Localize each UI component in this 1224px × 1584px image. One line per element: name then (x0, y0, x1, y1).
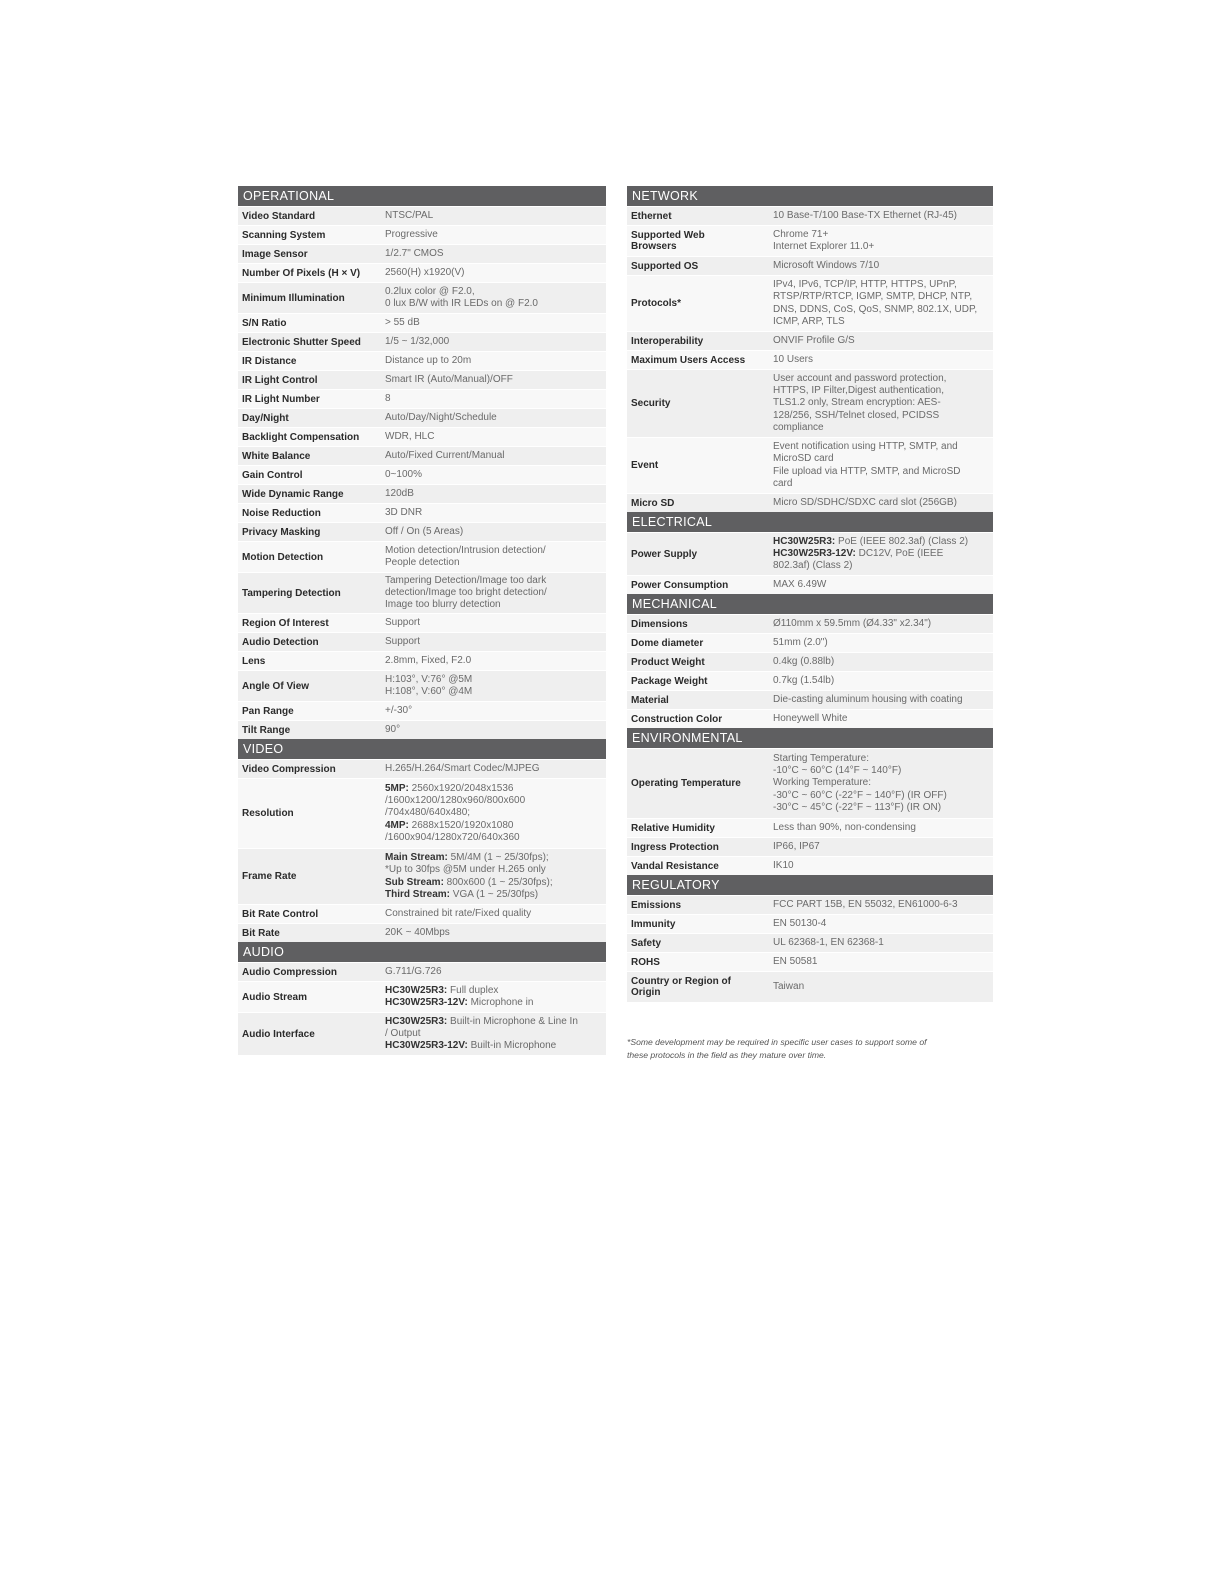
spec-value-text: Less than 90%, non-condensing (773, 821, 916, 833)
spec-value-text: Honeywell White (773, 712, 848, 724)
spec-value-text: Auto/Fixed Current/Manual (385, 449, 505, 461)
model-label: HC30W25R3: (385, 1015, 448, 1027)
spec-value (381, 542, 606, 572)
spec-value (769, 857, 993, 875)
spec-value-text: 2560(H) x1920(V) (385, 266, 465, 278)
spec-row (238, 370, 606, 389)
spec-label: White Balance (242, 450, 311, 462)
spec-row (238, 503, 606, 522)
spec-value (381, 504, 606, 522)
spec-label: Audio Detection (242, 636, 319, 648)
spec-value (769, 710, 993, 728)
spec-value (381, 314, 606, 332)
spec-row (627, 952, 993, 971)
spec-value (769, 533, 993, 575)
spec-row (627, 575, 993, 594)
spec-row (627, 652, 993, 671)
spec-label: Dome diameter (631, 637, 704, 649)
spec-value-text: 3D DNR (385, 506, 423, 518)
spec-value-text: 120dB (385, 487, 414, 499)
model-label: Sub Stream: (385, 876, 444, 888)
right-spec-column (627, 186, 993, 1002)
spec-label: Emissions (631, 899, 682, 911)
spec-label: Interoperability (631, 335, 704, 347)
spec-label: Angle Of View (242, 680, 310, 692)
spec-value-text: NTSC/PAL (385, 209, 434, 221)
spec-value-text: VGA (1 ~ 25/30fps) (450, 888, 539, 900)
spec-label: Tampering Detection (242, 587, 341, 599)
spec-label: Product Weight (631, 656, 705, 668)
spec-label: Day/Night (242, 412, 289, 424)
spec-value (381, 485, 606, 503)
spec-label: IR Light Number (242, 393, 320, 405)
spec-label: Power Consumption (631, 579, 729, 591)
spec-row (238, 427, 606, 446)
spec-value (769, 332, 993, 350)
spec-label: Gain Control (242, 469, 303, 481)
spec-value (769, 370, 993, 437)
spec-value-text: Tampering Detection/Image too dark detection/Image too bright detection/ Image too blurry detection (385, 574, 547, 611)
spec-value-text: 1/5 ~ 1/32,000 (385, 335, 450, 347)
model-label: HC30W25R3-12V: (773, 547, 856, 559)
spec-value (381, 245, 606, 263)
spec-value (381, 905, 606, 923)
spec-label: Video Compression (242, 763, 336, 775)
spec-value-text: Built-in Microphone & Line In / Output (385, 1015, 578, 1039)
spec-row (238, 701, 606, 720)
model-label: Main Stream: (385, 851, 448, 863)
spec-value (769, 634, 993, 652)
model-label: 5MP: (385, 782, 409, 794)
spec-value-text: 2560x1920/2048x1536 /1600x1200/1280x960/800x600 /704x480/640x480; (385, 782, 526, 819)
spec-section-audio (238, 942, 606, 1055)
spec-row (627, 748, 993, 818)
section-header: AUDIO (238, 942, 606, 962)
spec-value (381, 371, 606, 389)
spec-value (381, 614, 606, 632)
spec-label: Package Weight (631, 675, 708, 687)
spec-row (627, 914, 993, 933)
spec-row (238, 244, 606, 263)
spec-row (238, 332, 606, 351)
spec-label: Immunity (631, 918, 676, 930)
spec-row (627, 331, 993, 350)
spec-value (769, 576, 993, 594)
spec-label: Audio Stream (242, 991, 308, 1003)
spec-label: Motion Detection (242, 551, 324, 563)
spec-value-text: Starting Temperature: -10°C ~ 60°C (14°F ~ 140°F) Working Temperature: -30°C ~ 60°C (-22°F ~ 140°F) (IR OFF) -30°C ~ 45°C (-22°F ~ 113°F) (IR ON) (773, 752, 947, 813)
spec-value (381, 760, 606, 778)
spec-label: Supported Web Browsers (631, 230, 705, 252)
spec-row (238, 981, 606, 1012)
spec-row (627, 671, 993, 690)
model-label: HC30W25R3: (773, 535, 836, 547)
spec-value (381, 849, 606, 904)
spec-value (381, 779, 606, 848)
spec-value-text: 20K ~ 40Mbps (385, 926, 450, 938)
spec-row (238, 613, 606, 632)
spec-row (627, 633, 993, 652)
spec-label: Tilt Range (242, 724, 291, 736)
spec-value-text: Micro SD/SDHC/SDXC card slot (256GB) (773, 496, 957, 508)
spec-label: Event (631, 460, 659, 471)
spec-value (381, 447, 606, 465)
spec-value-text: 2688x1520/1920x1080 /1600x904/1280x720/640x360 (385, 819, 520, 843)
spec-value-text: Motion detection/Intrusion detection/ People detection (385, 544, 546, 568)
spec-value-text: Support (385, 616, 421, 628)
model-label: 4MP: (385, 819, 409, 831)
spec-value-text: Built-in Microphone (467, 1040, 557, 1052)
spec-value-text: EN 50581 (773, 955, 818, 967)
spec-label: Vandal Resistance (631, 860, 719, 872)
protocols-footnote: *Some development may be required in specific user cases to support some of these protocols in the field as they mature over time. (627, 1037, 927, 1060)
spec-row (238, 206, 606, 225)
spec-label: Safety (631, 937, 662, 949)
spec-label: Scanning System (242, 229, 326, 241)
spec-row (627, 225, 993, 256)
spec-section-electrical (627, 512, 993, 594)
spec-label: IR Light Control (242, 374, 318, 386)
spec-row (238, 225, 606, 244)
spec-value-text: Full duplex (450, 984, 499, 996)
spec-row (238, 541, 606, 572)
spec-row (238, 465, 606, 484)
spec-value (381, 333, 606, 351)
spec-value-text: Microphone in (467, 997, 534, 1008)
spec-value-text: 10 Base-T/100 Base-TX Ethernet (RJ-45) (773, 209, 957, 221)
section-header: REGULATORY (627, 875, 993, 895)
spec-row (627, 206, 993, 225)
spec-row (238, 282, 606, 313)
spec-label: Ingress Protection (631, 841, 719, 853)
spec-value-text: 51mm (2.0") (773, 636, 828, 648)
spec-value (769, 351, 993, 369)
spec-value-text: 0.4kg (0.88lb) (773, 655, 835, 667)
spec-value-text: G.711/G.726 (385, 965, 442, 977)
spec-label: Pan Range (242, 705, 294, 717)
spec-label: Maximum Users Access (631, 354, 746, 366)
spec-value (381, 428, 606, 446)
spec-value-text: 1/2.7" CMOS (385, 247, 444, 259)
spec-row (238, 962, 606, 981)
spec-label: Audio Compression (242, 966, 338, 978)
spec-row (627, 837, 993, 856)
spec-label: Backlight Compensation (242, 431, 360, 443)
spec-value (769, 915, 993, 933)
section-header: VIDEO (238, 739, 606, 759)
spec-label: Lens (242, 655, 266, 667)
spec-value (381, 466, 606, 484)
left-spec-column (238, 186, 606, 1055)
spec-row (627, 895, 993, 914)
spec-label: Noise Reduction (242, 507, 321, 519)
spec-row (238, 446, 606, 465)
spec-value-text: EN 50130-4 (773, 917, 827, 929)
section-header: MECHANICAL (627, 594, 993, 614)
spec-value (381, 523, 606, 541)
spec-row (627, 818, 993, 837)
spec-label: Ethernet (631, 210, 672, 222)
spec-value (769, 226, 993, 256)
spec-section-regulatory (627, 875, 993, 1002)
spec-row (627, 256, 993, 275)
spec-value-text: 8 (385, 392, 391, 404)
spec-value-text: Ø110mm x 59.5mm (Ø4.33" x2.34") (773, 617, 932, 629)
spec-value-text: H:103°, V:76° @5M H:108°, V:60° @4M (385, 673, 473, 697)
spec-value (381, 390, 606, 408)
spec-row (238, 572, 606, 613)
section-header: OPERATIONAL (238, 186, 606, 206)
spec-row (238, 848, 606, 904)
spec-label: Protocols* (631, 298, 682, 309)
spec-row (238, 263, 606, 282)
section-header: NETWORK (627, 186, 993, 206)
spec-value-text: Off / On (5 Areas) (385, 525, 464, 537)
spec-label: Electronic Shutter Speed (242, 336, 361, 348)
spec-label: Relative Humidity (631, 822, 715, 834)
model-label: Third Stream: (385, 888, 451, 900)
spec-value (769, 896, 993, 914)
spec-value (769, 934, 993, 952)
spec-label: Dimensions (631, 618, 688, 630)
spec-label: ROHS (631, 956, 660, 968)
spec-row (238, 670, 606, 701)
spec-section-video (238, 739, 606, 942)
spec-value-text: Taiwan (773, 980, 805, 992)
spec-value (381, 963, 606, 981)
spec-value (769, 276, 993, 331)
spec-value-text: IK10 (773, 859, 794, 871)
spec-row (627, 690, 993, 709)
spec-row (238, 313, 606, 332)
spec-value (381, 1013, 606, 1055)
spec-value (381, 671, 606, 701)
spec-value (769, 653, 993, 671)
spec-value (381, 409, 606, 427)
spec-row (627, 709, 993, 728)
spec-value-text: Auto/Day/Night/Schedule (385, 411, 497, 423)
spec-row (627, 933, 993, 952)
spec-value (381, 702, 606, 720)
spec-row (627, 350, 993, 369)
spec-value (769, 615, 993, 633)
spec-row (238, 408, 606, 427)
model-label: HC30W25R3-12V: (385, 997, 468, 1008)
spec-label: Resolution (242, 808, 294, 819)
spec-label: Minimum Illumination (242, 292, 345, 304)
spec-row (238, 351, 606, 370)
spec-row (627, 532, 993, 575)
spec-value (381, 573, 606, 613)
spec-value (381, 982, 606, 1012)
spec-value (381, 283, 606, 313)
spec-label: Wide Dynamic Range (242, 488, 344, 500)
spec-label: Material (631, 694, 669, 706)
spec-row (238, 522, 606, 541)
spec-value-text: 0~100% (385, 468, 422, 480)
spec-row (238, 904, 606, 923)
spec-value-text: 90° (385, 723, 401, 735)
spec-value-text: H.265/H.264/Smart Codec/MJPEG (385, 762, 540, 774)
spec-value (769, 257, 993, 275)
spec-value (769, 953, 993, 971)
spec-value-text: +/-30° (385, 704, 413, 716)
spec-value (769, 494, 993, 512)
spec-label: Number Of Pixels (H × V) (242, 267, 361, 279)
spec-value-text: User account and password protection, HTTPS, IP Filter,Digest authentication, TLS1.2 only, Stream encryption: AES- 128/256, SSH/Telnet closed, PCIDSS compliance (773, 372, 947, 433)
spec-value-text: IP66, IP67 (773, 840, 820, 852)
spec-value-text: MAX 6.49W (773, 578, 827, 590)
spec-label: Bit Rate Control (242, 908, 319, 920)
spec-value-text: PoE (IEEE 802.3af) (Class 2) (838, 535, 969, 547)
spec-label: Frame Rate (242, 871, 297, 882)
spec-value-text: Smart IR (Auto/Manual)/OFF (385, 373, 513, 385)
spec-value-text: Chrome 71+ Internet Explorer 11.0+ (773, 228, 875, 252)
spec-row (238, 1012, 606, 1055)
spec-row (238, 389, 606, 408)
spec-label: Bit Rate (242, 927, 280, 939)
spec-value (381, 226, 606, 244)
spec-label: Construction Color (631, 713, 723, 725)
spec-value (769, 749, 993, 818)
spec-value (381, 721, 606, 739)
spec-label: Security (631, 398, 671, 409)
spec-section-operational (238, 186, 606, 739)
spec-row (627, 493, 993, 512)
spec-label: Audio Interface (242, 1028, 315, 1040)
spec-section-environmental (627, 728, 993, 875)
spec-section-mechanical (627, 594, 993, 728)
spec-section-network (627, 186, 993, 512)
spec-row (238, 484, 606, 503)
spec-value-text: Support (385, 635, 421, 647)
spec-row (238, 778, 606, 848)
spec-value-text: WDR, HLC (385, 430, 435, 442)
section-header: ELECTRICAL (627, 512, 993, 532)
spec-row (238, 923, 606, 942)
spec-value (381, 924, 606, 942)
spec-label: Privacy Masking (242, 526, 321, 538)
spec-label: Country or Region of Origin (631, 976, 731, 998)
spec-value-text: Distance up to 20m (385, 354, 472, 366)
spec-label: Region Of Interest (242, 617, 329, 629)
model-label: HC30W25R3-12V: (385, 1040, 468, 1052)
spec-value-text: Microsoft Windows 7/10 (773, 259, 880, 271)
spec-value (769, 207, 993, 225)
spec-value (769, 819, 993, 837)
spec-row (627, 971, 993, 1002)
spec-row (238, 720, 606, 739)
spec-value-text: 800x600 (1 ~ 25/30fps); (446, 876, 553, 888)
spec-row (627, 437, 993, 493)
spec-label: Video Standard (242, 210, 316, 222)
spec-value (381, 633, 606, 651)
spec-row (627, 856, 993, 875)
spec-value-text: 2.8mm, Fixed, F2.0 (385, 654, 472, 666)
spec-row (627, 369, 993, 437)
spec-value-text: IPv4, IPv6, TCP/IP, HTTP, HTTPS, UPnP, RTSP/RTP/RTCP, IGMP, SMTP, DHCP, NTP, DNS, DDNS, CoS, QoS, SNMP, 802.1X, UDP, ICMP, ARP, TLS (773, 278, 978, 327)
spec-value (769, 691, 993, 709)
spec-value-text: > 55 dB (385, 316, 420, 328)
spec-row (627, 275, 993, 331)
spec-label: IR Distance (242, 355, 297, 367)
spec-value-text: 0.2lux color @ F2.0, 0 lux B/W with IR LEDs on @ F2.0 (385, 285, 538, 309)
spec-label: S/N Ratio (242, 317, 287, 329)
spec-value (769, 838, 993, 856)
spec-label: Image Sensor (242, 248, 308, 260)
spec-value (769, 672, 993, 690)
spec-value-text: 5M/4M (1 ~ 25/30fps); *Up to 30fps @5M under H.265 only (385, 851, 549, 876)
spec-value-text: FCC PART 15B, EN 55032, EN61000-6-3 (773, 898, 958, 910)
spec-row (238, 759, 606, 778)
spec-value (769, 438, 993, 493)
spec-value-text: Event notification using HTTP, SMTP, and MicroSD card File upload via HTTP, SMTP, and MicroSD card (773, 440, 961, 489)
spec-value-text: 0.7kg (1.54lb) (773, 674, 835, 686)
spec-row (238, 632, 606, 651)
spec-value-text: Progressive (385, 228, 438, 240)
spec-value-text: ONVIF Profile G/S (773, 334, 855, 346)
spec-value-text: 10 Users (773, 353, 814, 365)
spec-value (381, 207, 606, 225)
spec-value-text: Constrained bit rate/Fixed quality (385, 907, 532, 919)
spec-value (381, 352, 606, 370)
spec-value (381, 264, 606, 282)
section-header: ENVIRONMENTAL (627, 728, 993, 748)
spec-label: Power Supply (631, 548, 698, 560)
spec-value-text: UL 62368-1, EN 62368-1 (773, 936, 884, 948)
model-label: HC30W25R3: (385, 984, 448, 996)
spec-value (769, 972, 993, 1002)
spec-row (627, 614, 993, 633)
spec-label: Supported OS (631, 260, 699, 272)
spec-label: Operating Temperature (631, 778, 741, 789)
spec-value (381, 652, 606, 670)
spec-label: Micro SD (631, 497, 675, 509)
spec-row (238, 651, 606, 670)
spec-value-text: DC12V, PoE (IEEE 802.3af) (Class 2) (773, 547, 944, 572)
spec-value-text: Die-casting aluminum housing with coating (773, 693, 963, 705)
